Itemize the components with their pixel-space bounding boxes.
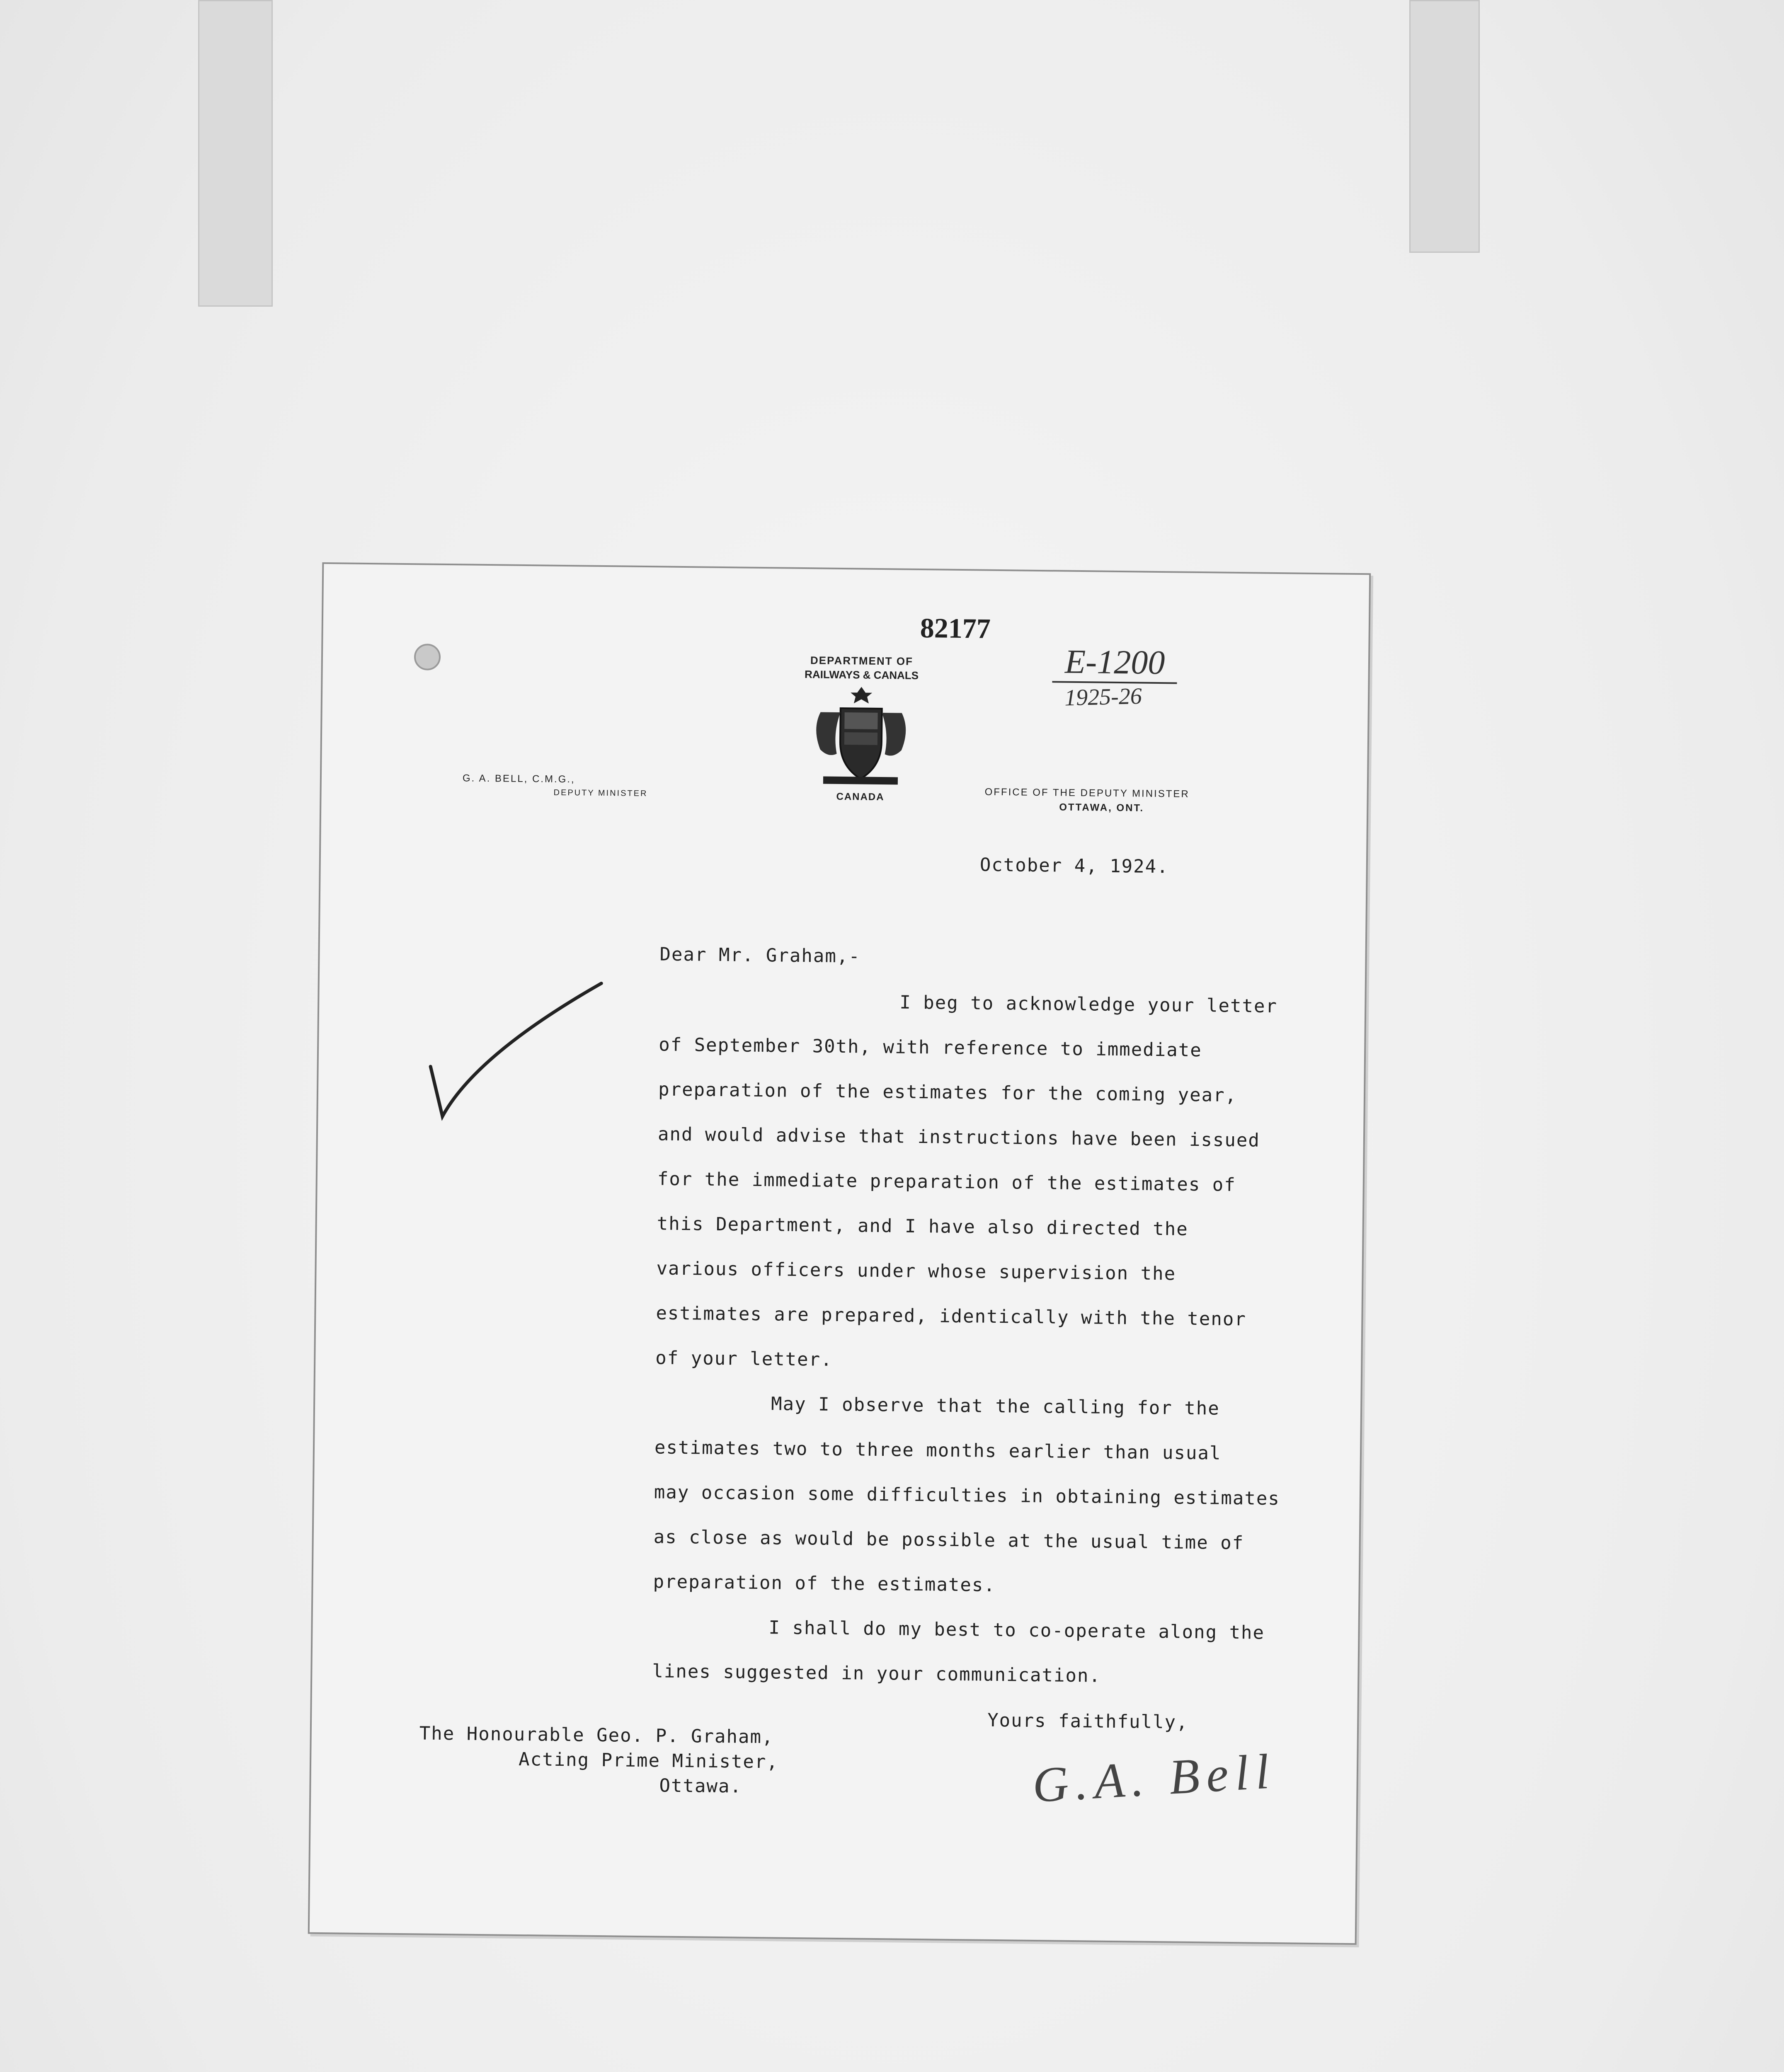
paragraph-line: I shall do my best to co-operate along the [768,1617,1265,1644]
paragraph-line: preparation of the estimates for the coming year, [658,1079,1237,1106]
file-year: 1925-26 [1064,683,1142,711]
paragraph-line: estimates are prepared, identically with the tenor [656,1302,1247,1330]
seal-text-bottom: CANADA [836,791,885,803]
seal-text-top: DEPARTMENT OF [810,654,914,668]
paragraph-line: of September 30th, with reference to immediate [658,1034,1202,1061]
document-number: 82177 [920,612,991,644]
sender-title: DEPUTY MINISTER [553,788,648,799]
office-line-2: OTTAWA, ONT. [1059,801,1144,814]
office-line-1: OFFICE OF THE DEPUTY MINISTER [984,786,1190,800]
mounting-tape [198,0,273,307]
file-number: E-1200 [1052,642,1177,684]
seal-text-middle: RAILWAYS & CANALS [804,668,919,682]
check-mark-icon [413,963,614,1130]
paragraph-line: preparation of the estimates. [653,1571,996,1596]
paragraph-line: as close as would be possible at the usual time of [653,1526,1244,1554]
paragraph-line: May I observe that the calling for the [771,1393,1220,1419]
file-annotation [1052,642,1178,710]
letter-date: October 4, 1924. [979,854,1169,878]
paragraph-line: of your letter. [655,1347,833,1370]
letter-page [308,562,1371,1945]
recipient-line: Acting Prime Minister, [518,1748,779,1773]
paragraph-line: this Department, and I have also directed the [657,1213,1188,1240]
paragraph-line: for the immediate preparation of the estimates of [657,1168,1236,1196]
paragraph-line: lines suggested in your communication. [652,1661,1101,1687]
coat-of-arms-icon [794,683,928,792]
sender-name: G. A. BELL, C.M.G., [462,772,575,785]
closing: Yours faithfully, [987,1709,1188,1733]
paragraph-line: and would advise that instructions have been issued [657,1123,1260,1151]
signature: G.A. Bell [1031,1743,1277,1813]
paragraph-line: various officers under whose supervision the [656,1258,1176,1285]
paragraph-line: I beg to acknowledge your letter [899,992,1278,1017]
paragraph-line: may occasion some difficulties in obtaining estimates [654,1481,1280,1510]
salutation: Dear Mr. Graham,- [659,944,861,967]
recipient-line: Ottawa. [659,1775,742,1797]
recipient-line: The Honourable Geo. P. Graham, [419,1723,774,1748]
paragraph-line: estimates two to three months earlier than usual [654,1437,1222,1464]
punch-hole [414,644,441,670]
mounting-tape [1409,0,1480,253]
department-seal [794,654,928,804]
